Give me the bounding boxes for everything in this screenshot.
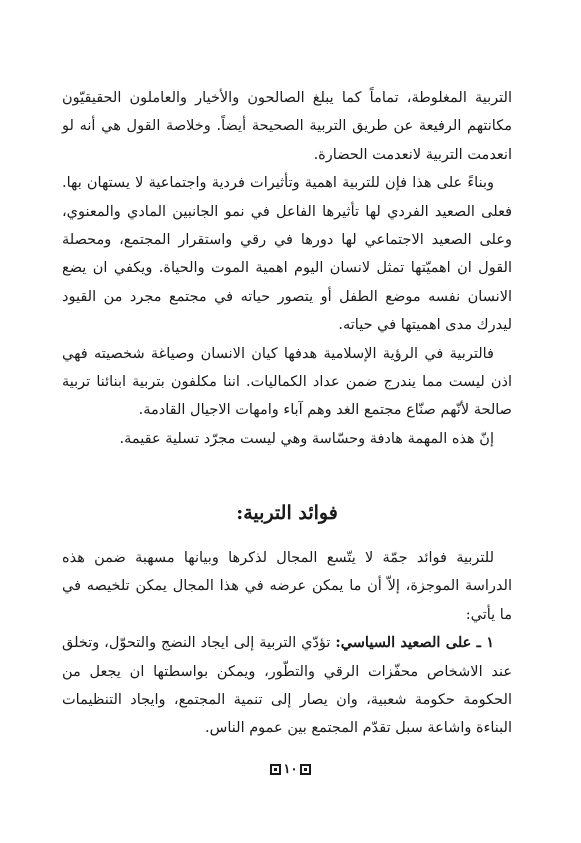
list-item-lead: ١ ـ على الصعيد السياسي: (335, 634, 495, 652)
page-number (0, 762, 581, 777)
paragraph: للتربية فوائد جمّة لا يتّسع المجال لذكرها وبيانها مسهبة ضمن هذه الدراسة الموجزة، إلاّ أن ما يمكن عرضه في هذا المجال يمكن تلخيصه في ما يأتي: (62, 550, 512, 623)
list-item-text: تؤدّي التربية إلى ايجاد النضج والتحوّل، وتخلق عند الاشخاص محفّزات الرقي والتطّور، ويمكن بواسطتها ان يجعل من الحكومة حكومة شعبية، وان يصار إلى تنمية المجتمع، وايجاد التنظيمات البناءة واشاعة سبل تقدّم المجتمع بين عموم الناس. (62, 635, 512, 737)
section-heading: فوائد التربية: (236, 502, 338, 524)
ornament-box-icon (300, 764, 311, 775)
ornament-box-icon (270, 764, 281, 775)
paragraph: وبناءً على هذا فإن للتربية اهمية وتأثيرات فردية واجتماعية لا يستهان بها. فعلى الصعيد الفردي لها تأثيرها الفاعل في نمو الجانبين المادي والمعنوي، وعلى الصعيد الاجتماعي لها دورها في رقي واستقرار المجتمع، ومحصلة القول ان اهميّتها تمثل لانسان اليوم اهمية الموت والحياة. ويكفي ان يضع الانسان نفسه موضع الطفل أو يتصور حياته في مجتمع مجرد من القيود ليدرك مدى اهميتها في حياته. (62, 175, 512, 334)
paragraph: فالتربية في الرؤية الإسلامية هدفها كيان الانسان وصياغة شخصيته فهي اذن ليست مما يندرج ضمن عداد الكماليات. اننا مكلفون بتربية ابنائنا تربية صالحة لأنّهم صنّاع مجتمع الغد وهم آباء وامهات الاجيال القادمة. (62, 345, 512, 419)
page-number-value: ١٠ (283, 762, 298, 777)
body-text-bottom (62, 544, 512, 743)
body-text-top (62, 84, 512, 453)
paragraph: إنّ هذه المهمة هادفة وحسّاسة وهي ليست مجرّد تسلية عقيمة. (119, 430, 494, 447)
paragraph: التربية المغلوطة، تماماً كما يبلغ الصالحون والأخيار والعاملون الحقيقيّون مكانتهم الرفيعة عن طريق التربية الصحيحة أيضاً. وخلاصة القول هي أنه لو انعدمت التربية لانعدمت الحضارة. (62, 90, 512, 163)
list-item (62, 629, 512, 743)
